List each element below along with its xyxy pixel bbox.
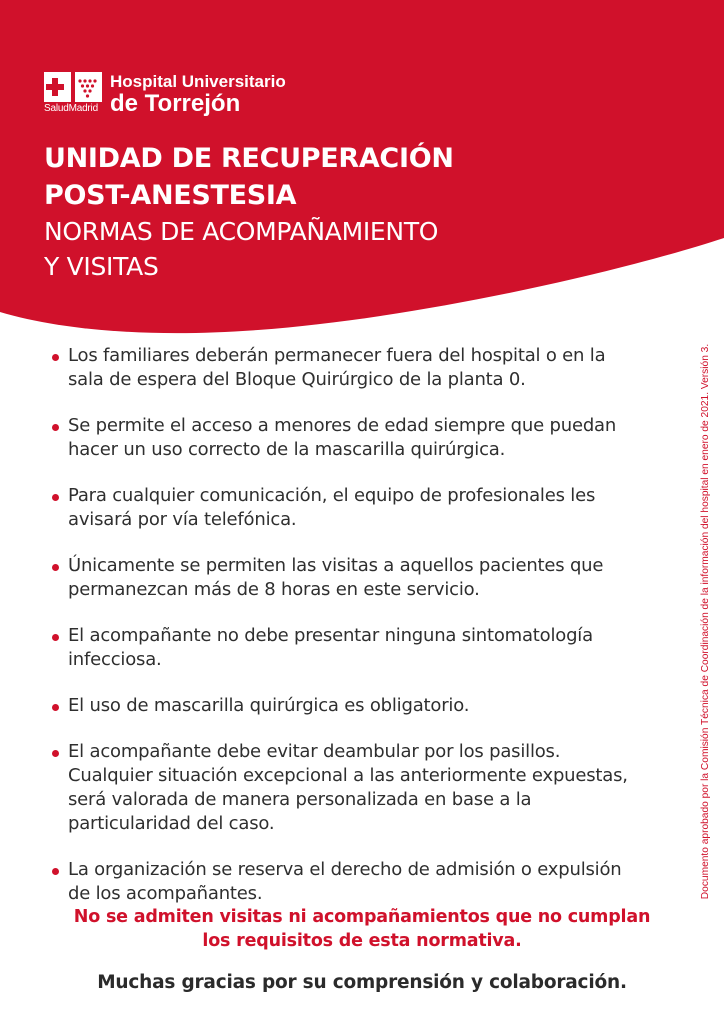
approval-note-text: Documento aprobado por la Comisión Técnica de Coordinación de la información del hospital en enero de 2021. Versión 3.	[700, 343, 712, 899]
rule-line: infecciosa.	[68, 649, 162, 670]
subtitle-line: Y VISITAS	[44, 252, 159, 281]
rule-item	[52, 624, 672, 672]
warning-line: No se admiten visitas ni acompañamientos que no cumplan	[73, 907, 651, 927]
rule-item	[52, 344, 672, 392]
bullet-icon	[52, 750, 59, 757]
rule-line: de los acompañantes.	[68, 883, 263, 904]
approval-side-note	[698, 330, 714, 912]
page-subtitle	[44, 214, 604, 284]
thanks-message: Muchas gracias por su comprensión y colaboración.	[97, 972, 627, 993]
title-line: POST-ANESTESIA	[44, 180, 297, 211]
rule-line: Únicamente se permiten las visitas a aquellos pacientes que	[68, 555, 604, 576]
rules-list	[52, 344, 672, 928]
rule-line: particularidad del caso.	[68, 813, 275, 834]
rule-item	[52, 694, 672, 718]
rule-line: hacer un uso correcto de la mascarilla quirúrgica.	[68, 439, 506, 460]
page-title	[44, 140, 604, 214]
rule-line: Los familiares deberán permanecer fuera del hospital o en la	[68, 345, 606, 366]
rule-item	[52, 414, 672, 462]
rule-line: permanezcan más de 8 horas en este servicio.	[68, 579, 480, 600]
salud-madrid-logo-icon	[44, 72, 104, 106]
bullet-icon	[52, 564, 59, 571]
rule-line: La organización se reserva el derecho de admisión o expulsión	[68, 859, 622, 880]
rule-line: Para cualquier comunicación, el equipo de profesionales les	[68, 485, 596, 506]
bullet-icon	[52, 354, 59, 361]
hospital-logo	[44, 70, 314, 116]
rule-line: sala de espera del Bloque Quirúrgico de la planta 0.	[68, 369, 526, 390]
rule-line: El uso de mascarilla quirúrgica es obligatorio.	[68, 695, 470, 716]
rule-item	[52, 740, 672, 836]
bullet-icon	[52, 704, 59, 711]
rule-line: El acompañante debe evitar deambular por los pasillos.	[68, 741, 561, 762]
bullet-icon	[52, 424, 59, 431]
hospital-name-line2: de Torrejón	[110, 90, 241, 117]
rule-line: Se permite el acceso a menores de edad siempre que puedan	[68, 415, 617, 436]
warning-notice	[0, 905, 724, 953]
rule-line: avisará por vía telefónica.	[68, 509, 297, 530]
rule-line: será valorada de manera personalizada en base a la	[68, 789, 532, 810]
bullet-icon	[52, 868, 59, 875]
bullet-icon	[52, 634, 59, 641]
subtitle-line: NORMAS DE ACOMPAÑAMIENTO	[44, 217, 439, 246]
rule-item	[52, 484, 672, 532]
logo-sub-label: SaludMadrid	[44, 103, 98, 114]
rule-item	[52, 858, 672, 906]
rule-line: El acompañante no debe presentar ninguna sintomatología	[68, 625, 593, 646]
warning-line: los requisitos de esta normativa.	[202, 931, 522, 951]
title-line: UNIDAD DE RECUPERACIÓN	[44, 143, 454, 174]
bullet-icon	[52, 494, 59, 501]
hospital-name-line1: Hospital Universitario	[110, 72, 286, 91]
rule-line: Cualquier situación excepcional a las anteriormente expuestas,	[68, 765, 628, 786]
rule-item	[52, 554, 672, 602]
